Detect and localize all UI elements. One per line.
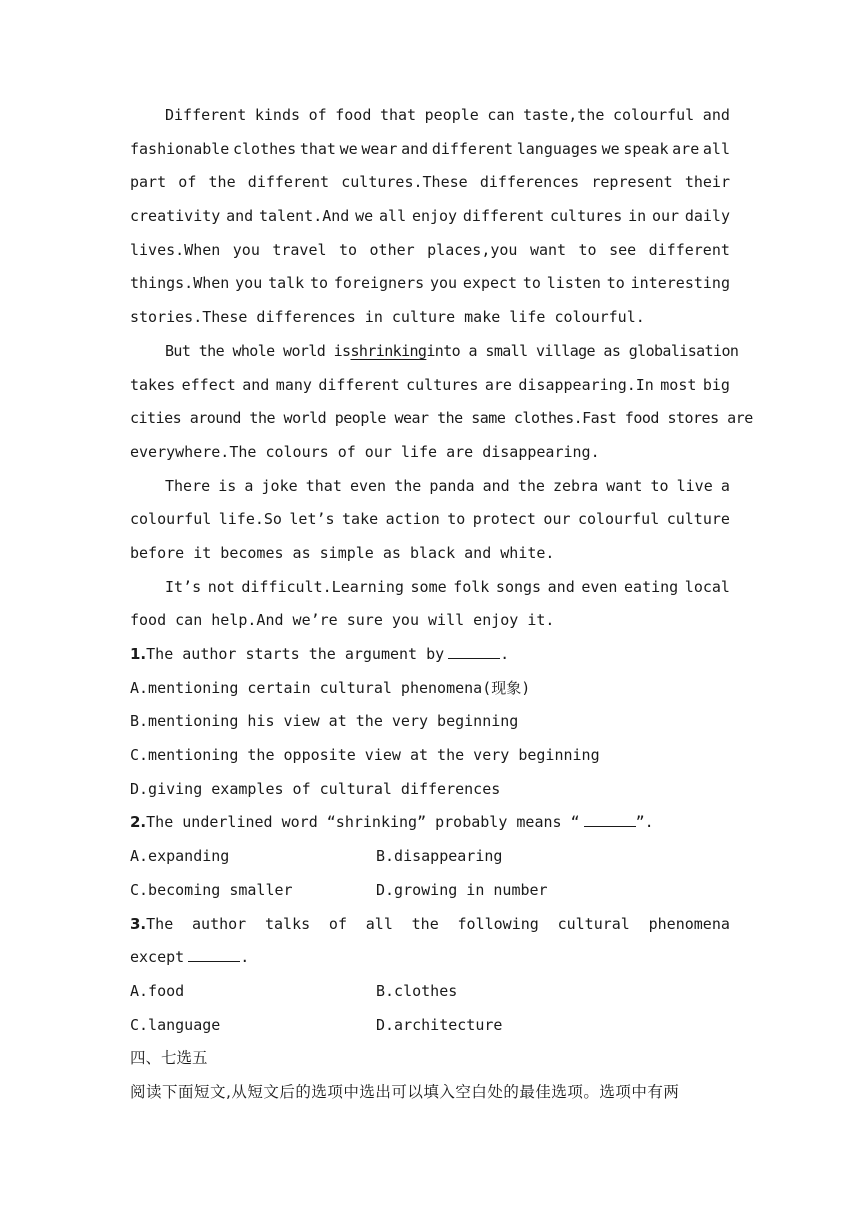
word: is xyxy=(218,476,237,495)
word: author xyxy=(192,914,247,933)
word: to xyxy=(339,240,358,259)
word: are xyxy=(484,375,512,394)
word: It’s xyxy=(165,577,202,596)
word: and xyxy=(702,106,730,124)
word: different xyxy=(247,173,330,192)
word: many xyxy=(275,375,312,394)
word: we xyxy=(355,207,374,226)
word: songs xyxy=(495,577,542,596)
word: protect xyxy=(472,510,536,529)
question-3 xyxy=(130,908,730,1043)
word: to xyxy=(650,476,669,495)
word: life.So xyxy=(218,510,282,529)
word: the xyxy=(208,173,236,192)
word: you xyxy=(430,274,458,293)
section-instruction: 阅读下面短文,从短文后的选项中选出可以填入空白处的最佳选项。选项中有两 xyxy=(130,1082,680,1101)
text-line: everywhere.The colours of our life are disappearing. xyxy=(130,442,600,461)
word: kinds xyxy=(254,106,301,124)
word: different xyxy=(318,375,400,394)
option-row xyxy=(130,840,730,874)
word: talk xyxy=(268,274,305,293)
option: A.mentioning certain cultural phenomena(现象) xyxy=(130,678,531,697)
question-number: 2. xyxy=(130,813,147,832)
word: effect xyxy=(181,375,236,394)
word: local xyxy=(684,577,730,596)
word: places,you xyxy=(427,240,518,259)
answer-blank xyxy=(448,644,500,659)
word: a xyxy=(244,476,254,495)
option: A.expanding xyxy=(130,847,230,866)
word: our xyxy=(543,510,571,529)
word: different xyxy=(648,240,730,259)
word: cultures xyxy=(406,375,479,394)
word: creativity xyxy=(130,207,221,226)
word: 3.The xyxy=(130,914,174,933)
word: the xyxy=(517,476,545,495)
word: fashionable xyxy=(130,139,230,158)
option: D.architecture xyxy=(376,1015,503,1034)
word: and xyxy=(242,375,270,394)
word: and xyxy=(401,139,429,158)
word: enjoy xyxy=(411,207,458,226)
option: D.giving examples of cultural differences xyxy=(130,779,501,798)
word: most xyxy=(660,375,697,394)
text-line xyxy=(130,470,730,504)
text-line: before it becomes as simple as black and white. xyxy=(130,543,555,562)
word: can xyxy=(487,106,515,124)
document-page xyxy=(130,99,753,1110)
text-line xyxy=(130,166,730,200)
word: our xyxy=(651,207,680,226)
word: represent xyxy=(591,173,673,192)
word: speak xyxy=(623,139,669,158)
word: zebra xyxy=(553,476,599,495)
word: you xyxy=(232,240,260,259)
word: disappearing.In xyxy=(518,375,654,394)
word: you xyxy=(235,274,263,293)
text-line xyxy=(130,267,730,301)
word: cultures xyxy=(550,207,623,226)
option: C.language xyxy=(130,1015,221,1034)
word: even xyxy=(581,577,618,596)
underlined-word: shrinking xyxy=(350,341,427,360)
word: want xyxy=(606,476,643,495)
word: takes xyxy=(130,375,176,394)
word: wear xyxy=(361,139,398,158)
word: travel xyxy=(272,240,327,259)
question-number: 3. xyxy=(130,914,147,933)
word: other xyxy=(369,240,415,259)
option: A.food xyxy=(130,981,185,1000)
word: colourful xyxy=(612,106,695,124)
word: lives.When xyxy=(130,240,221,259)
text-line: stories.These differences in culture make life colourful. xyxy=(130,308,645,327)
word: of xyxy=(178,173,197,192)
question-2 xyxy=(130,806,730,907)
paragraph-1 xyxy=(130,99,730,335)
word: cultural xyxy=(557,914,630,933)
word: listen xyxy=(546,274,601,293)
word: of xyxy=(328,914,347,933)
option: C.mentioning the opposite view at the very beginning xyxy=(130,746,600,765)
word: and xyxy=(226,207,254,226)
word: There xyxy=(165,476,211,495)
word: cultures.These xyxy=(341,173,468,192)
word: Different xyxy=(165,106,247,124)
word: all xyxy=(702,139,730,158)
word: eating xyxy=(624,577,679,596)
word: differences xyxy=(479,173,580,192)
answer-blank xyxy=(188,947,240,962)
word: not xyxy=(207,577,235,596)
word: people xyxy=(424,106,479,124)
word: action xyxy=(385,510,440,529)
word: languages xyxy=(516,139,599,158)
word: see xyxy=(609,240,637,259)
word: some xyxy=(410,577,447,596)
word: to xyxy=(578,240,597,259)
word: the xyxy=(394,476,422,495)
word: of xyxy=(308,106,327,124)
text-line: food can help.And we’re sure you will enjoy it. xyxy=(130,611,555,630)
word: things.When xyxy=(130,274,230,293)
option: B.mentioning his view at the very beginning xyxy=(130,712,519,731)
word: to xyxy=(606,274,625,293)
word: the xyxy=(411,914,439,933)
word: their xyxy=(684,173,730,192)
word: difficult.Learning xyxy=(241,577,404,596)
question-1 xyxy=(130,638,730,806)
word: that xyxy=(299,139,336,158)
word: food xyxy=(335,106,372,124)
word: part xyxy=(130,173,167,192)
question-number: 1. xyxy=(130,645,147,663)
question-stem xyxy=(130,908,730,942)
paragraph-4 xyxy=(130,571,730,638)
word: that xyxy=(379,106,417,124)
text-line xyxy=(130,503,730,537)
section-title: 四、七选五 xyxy=(130,1049,208,1068)
option: C.becoming smaller xyxy=(130,880,293,899)
word: daily xyxy=(684,207,730,226)
text-line xyxy=(130,369,730,403)
word: foreigners xyxy=(333,274,425,293)
word: live xyxy=(676,476,713,495)
word: culture xyxy=(666,510,730,529)
word: following xyxy=(457,914,539,933)
text-line xyxy=(130,133,730,167)
word: interesting xyxy=(630,274,730,293)
option: B.disappearing xyxy=(376,847,503,866)
option: D.growing in number xyxy=(376,880,548,899)
word: joke xyxy=(261,476,298,495)
word: and xyxy=(547,577,575,596)
option-row xyxy=(130,975,730,1009)
text-line: But the whole world is shrinking into a small village as globalisation xyxy=(130,335,730,369)
word: colourful xyxy=(130,510,212,529)
word: folk xyxy=(453,577,490,596)
option-row xyxy=(130,1009,730,1043)
word: that xyxy=(305,476,342,495)
word: panda xyxy=(429,476,475,495)
word: expect xyxy=(462,274,518,293)
word: taste,the xyxy=(523,106,605,124)
word: all xyxy=(379,207,407,226)
word: different xyxy=(431,139,514,158)
word: in xyxy=(628,207,647,226)
word: and xyxy=(482,476,510,495)
word: we xyxy=(601,139,620,158)
word: want xyxy=(529,240,567,259)
word: different xyxy=(462,207,545,226)
word: clothes xyxy=(232,139,297,158)
question-stem: 2.The underlined word “shrinking” probably means “ ”. xyxy=(130,813,654,832)
word: are xyxy=(672,139,700,158)
word: let’s xyxy=(289,510,335,529)
paragraph-2 xyxy=(130,335,753,470)
option-row xyxy=(130,874,730,908)
text-line xyxy=(130,200,730,234)
text-line xyxy=(130,234,730,268)
option: B.clothes xyxy=(376,981,458,1000)
question-stem-continued: except . xyxy=(130,948,250,967)
word: to xyxy=(310,274,329,293)
word: big xyxy=(702,375,730,394)
word: all xyxy=(365,914,393,933)
word: to xyxy=(447,510,466,529)
question-stem: 1.The author starts the argument by . xyxy=(130,645,510,663)
word: take xyxy=(342,510,379,529)
word: phenomena xyxy=(648,914,730,933)
word: even xyxy=(349,476,387,495)
word: talent.And xyxy=(259,207,350,226)
text-line xyxy=(130,571,730,605)
word: a xyxy=(720,476,730,495)
answer-blank xyxy=(584,812,636,827)
paragraph-3 xyxy=(130,470,730,571)
text-line xyxy=(130,99,730,133)
word: colourful xyxy=(577,510,660,529)
word: talks xyxy=(264,914,311,933)
word: to xyxy=(522,274,541,293)
text-line: cities around the world people wear the same clothes.Fast food stores are xyxy=(130,409,753,428)
word: we xyxy=(339,139,358,158)
